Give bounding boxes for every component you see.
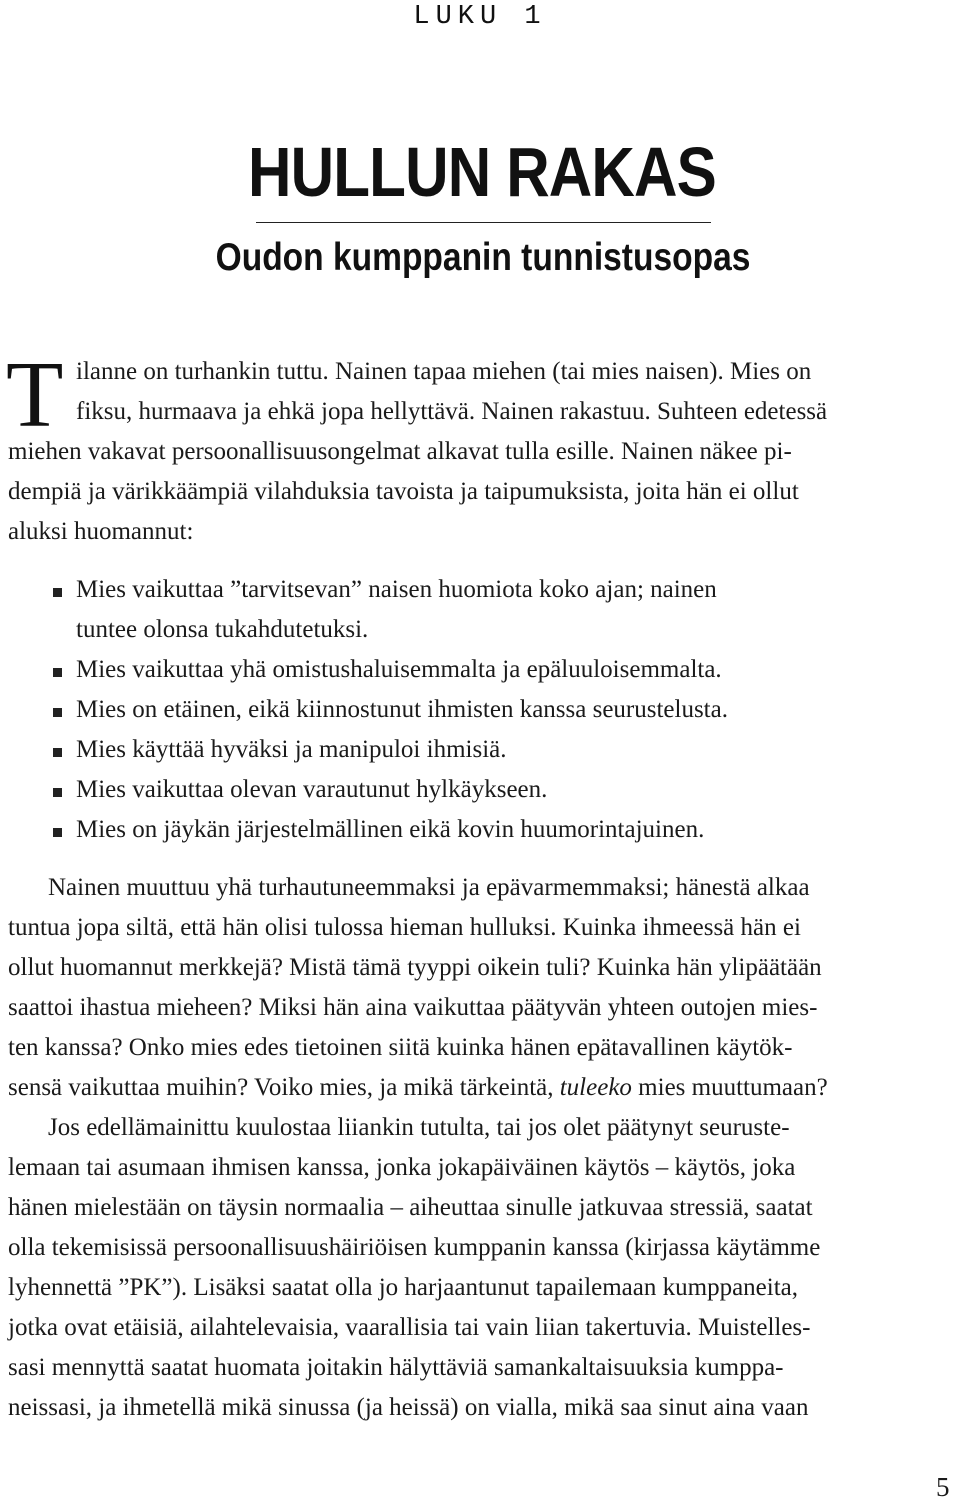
bullet-marker [53,668,62,677]
list-item: Mies on jäykän järjestelmällinen eikä kovin huumorintajuinen. [76,816,705,843]
intro-line: miehen vakavat persoonallisuusongelmat alkavat tulla esille. Nainen näkee pi- [8,438,792,465]
page-number: 5 [936,1472,950,1502]
paragraph-line [8,1072,828,1104]
list-item: Mies vaikuttaa yhä omistushaluisemmalta ja epäluuloisemmalta. [76,656,722,683]
title-rule [256,222,711,223]
bullet-marker [53,828,62,837]
paragraph-line: sasi mennyttä saatat huomata joitakin hälyttäviä samankaltaisuuksia kumppa- [8,1354,784,1381]
bullet-marker [53,748,62,757]
paragraph-line: ollut huomannut merkkejä? Mistä tämä tyyppi oikein tuli? Kuinka hän ylipäätään [8,954,822,981]
paragraph-line: Nainen muuttuu yhä turhautuneemmaksi ja epävarmemmaksi; hänestä alkaa [48,874,810,901]
emphasis: tuleeko [559,1074,632,1101]
intro-line: aluksi huomannut: [8,518,194,545]
paragraph-line: lemaan tai asumaan ihmisen kanssa, jonka jokapäiväinen käytös – käytös, joka [8,1154,796,1181]
text-run: mies muuttumaan? [631,1074,828,1101]
paragraph-line: saattoi ihastua mieheen? Miksi hän aina vaikuttaa päätyvän yhteen outojen mies- [8,994,818,1021]
list-item: Mies on etäinen, eikä kiinnostunut ihmisten kanssa seurustelusta. [76,696,728,723]
bullet-marker [53,588,62,597]
intro-line: ilanne on turhankin tuttu. Nainen tapaa miehen (tai mies naisen). Mies on [76,358,812,385]
paragraph-line: neissasi, ja ihmetellä mikä sinussa (ja heissä) on vialla, mikä saa sinut aina vaan [8,1394,809,1421]
paragraph-line: ten kanssa? Onko mies edes tietoinen siitä kuinka hänen epätavallinen käytök- [8,1034,793,1061]
paragraph-line: jotka ovat etäisiä, ailahtelevaisia, vaarallisia tai vain liian takertuvia. Muistelles- [8,1314,811,1341]
paragraph-line: olla tekemisissä persoonallisuushäiriöisen kumppanin kanssa (kirjassa käytämme [8,1234,821,1261]
paragraph-line: lyhennettä ”PK”). Lisäksi saatat olla jo harjaantunut tapailemaan kumppaneita, [8,1274,799,1301]
drop-cap: T [6,343,64,447]
chapter-label: LUKU 1 [413,2,547,32]
page-subtitle: Oudon kumppanin tunnistusopas [215,236,751,279]
bullet-marker [53,788,62,797]
intro-line: dempiä ja värikkäämpiä vilahduksia tavoista ja taipumuksista, joita hän ei ollut [8,478,799,505]
text-run: sensä vaikuttaa muihin? Voiko mies, ja mikä tärkeintä, [8,1074,560,1101]
paragraph-line: tuntua jopa siltä, että hän olisi tulossa hieman hulluksi. Kuinka ihmeessä hän ei [8,914,801,941]
list-item: Mies vaikuttaa ”tarvitsevan” naisen huomiota koko ajan; nainen [76,576,717,603]
list-item-continuation: tuntee olonsa tukahdutetuksi. [76,616,369,643]
paragraph-line: hänen mielestään on täysin normaalia – aiheuttaa sinulle jatkuvaa stressiä, saatat [8,1194,813,1221]
list-item: Mies käyttää hyväksi ja manipuloi ihmisiä. [76,736,507,763]
intro-line: fiksu, hurmaava ja ehkä jopa hellyttävä. Nainen rakastuu. Suhteen edetessä [76,398,828,425]
list-item: Mies vaikuttaa olevan varautunut hylkäykseen. [76,776,548,803]
page-title: HULLUN RAKAS [248,133,716,211]
bullet-marker [53,708,62,717]
paragraph-line: Jos edellämainittu kuulostaa liiankin tutulta, tai jos olet päätynyt seuruste- [48,1114,790,1141]
